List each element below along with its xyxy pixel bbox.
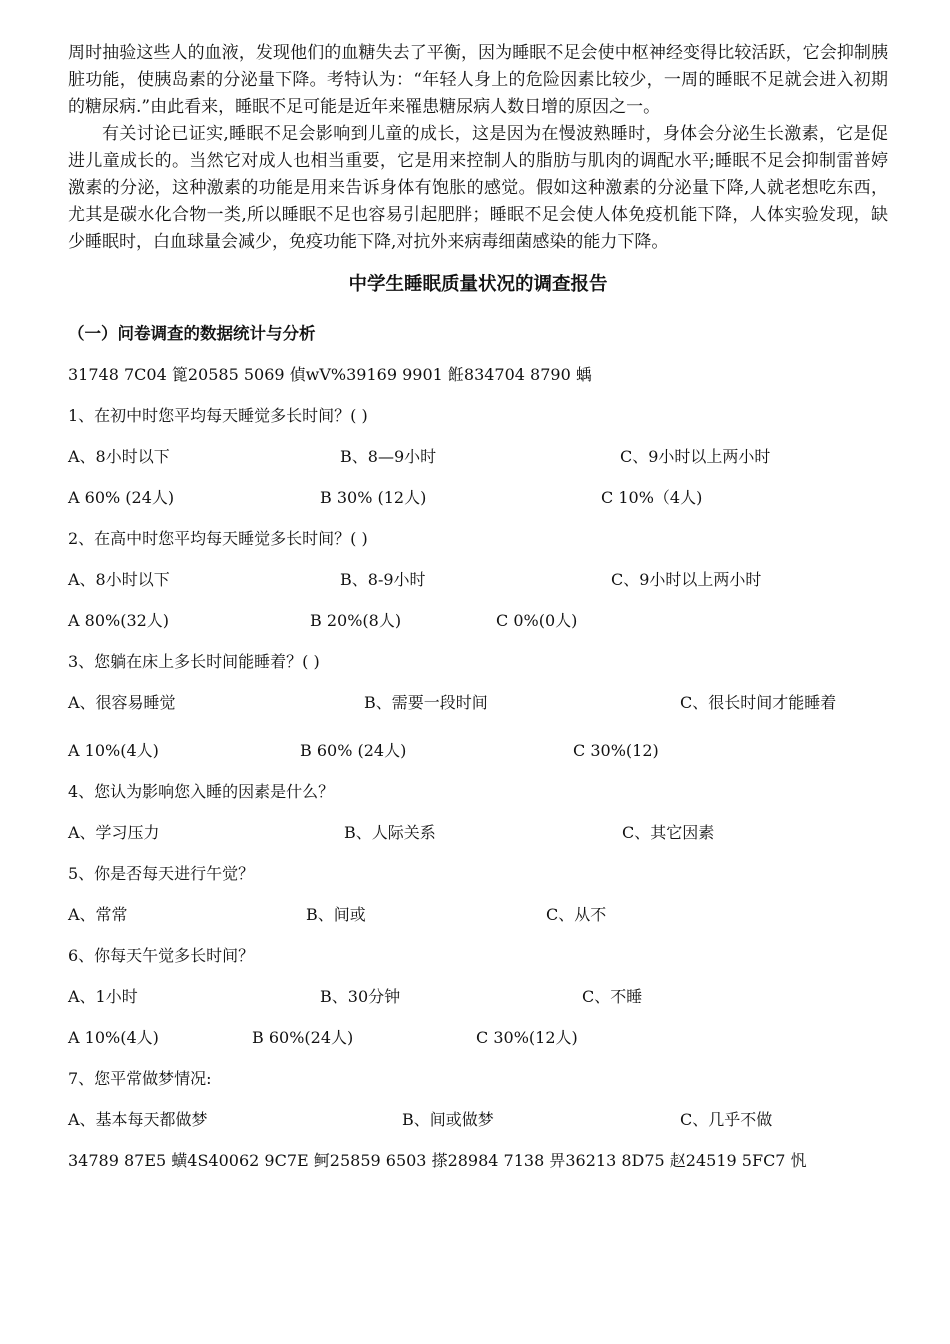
q2-option-b: B、8-9小时 bbox=[340, 570, 426, 589]
q4-option-b: B、人际关系 bbox=[344, 823, 436, 842]
question-3: 3、您躺在床上多长时间能睡着？( ) bbox=[68, 652, 320, 671]
q4-option-c: C、其它因素 bbox=[622, 823, 715, 842]
question-6-results bbox=[68, 1026, 888, 1050]
q1-option-a: A、8小时以下 bbox=[68, 447, 170, 466]
q3-result-a: A 10%(4人) bbox=[68, 741, 159, 760]
q3-option-c: C、很长时间才能睡着 bbox=[680, 693, 837, 712]
blank-line bbox=[68, 715, 888, 739]
question-5-options bbox=[68, 903, 888, 927]
q5-option-c: C、从不 bbox=[546, 905, 607, 924]
question-1: 1、在初中时您平均每天睡觉多长时间？( ) bbox=[68, 406, 368, 425]
question-7: 7、您平常做梦情况: bbox=[68, 1069, 212, 1088]
q6-result-b: B 60%(24人) bbox=[252, 1028, 354, 1047]
q6-result-a: A 10%(4人) bbox=[68, 1028, 159, 1047]
q2-result-b: B 20%(8人) bbox=[310, 611, 402, 630]
q2-result-c: C 0%(0人) bbox=[496, 611, 578, 630]
q6-option-c: C、不睡 bbox=[582, 987, 643, 1006]
q3-option-b: B、需要一段时间 bbox=[364, 693, 488, 712]
question-3-options bbox=[68, 691, 888, 715]
q3-result-c: C 30%(12) bbox=[573, 741, 659, 760]
question-7-options bbox=[68, 1108, 888, 1132]
q4-option-a: A、学习压力 bbox=[68, 823, 160, 842]
question-1-results bbox=[68, 486, 888, 510]
question-2-options bbox=[68, 568, 888, 592]
q1-option-c: C、9小时以上两小时 bbox=[620, 447, 771, 466]
code-line-2: 34789 87E5 蟥4S40062 9C7E 鲄25859 6503 搽28984 7138 畀36213 8D75 赵24519 5FC7 忛 bbox=[68, 1151, 807, 1170]
q3-result-b: B 60% (24人) bbox=[300, 741, 407, 760]
q6-result-c: C 30%(12人) bbox=[476, 1028, 578, 1047]
q7-option-c: C、几乎不做 bbox=[680, 1110, 773, 1129]
q2-option-c: C、9小时以上两小时 bbox=[611, 570, 762, 589]
q1-result-b: B 30% (12人) bbox=[320, 488, 427, 507]
q1-result-a: A 60% (24人) bbox=[68, 488, 175, 507]
report-title: 中学生睡眠质量状况的调查报告 bbox=[348, 274, 608, 295]
question-5: 5、你是否每天进行午觉？ bbox=[68, 864, 255, 883]
question-1-options bbox=[68, 445, 888, 469]
q2-option-a: A、8小时以下 bbox=[68, 570, 170, 589]
body-paragraph-1: 周时抽验这些人的血液，发现他们的血糖失去了平衡，因为睡眠不足会使中枢神经变得比较活跃，它会抑制胰脏功能，使胰岛素的分泌量下降。考特认为：“年轻人身上的危险因素比较少，一周的睡眠不足就会进入初期的糖尿病.”由此看来，睡眠不足可能是近年来罹患糖尿病人数日增的原因之一。 bbox=[68, 43, 888, 117]
code-line-1: 31748 7C04 篦20585 5069 偵wV%39169 9901 餁834704 8790 蝺 bbox=[68, 365, 592, 384]
question-3-results bbox=[68, 739, 888, 763]
question-2: 2、在高中时您平均每天睡觉多长时间？( ) bbox=[68, 529, 368, 548]
body-paragraph-2: 有关讨论已证实,睡眠不足会影响到儿童的成长，这是因为在慢波熟睡时，身体会分泌生长激素，它是促进儿童成长的。当然它对成人也相当重要，它是用来控制人的脂肪与肌肉的调配水平;睡眠不足会抑制雷普婷激素的分泌，这种激素的功能是用来告诉身体有饱胀的感觉。假如这种激素的分泌量下降,人就老想吃东西，尤其是碳水化合物一类,所以睡眠不足也容易引起肥胖；睡眠不足会使人体免疫机能下降，人体实验发现，缺少睡眠时，白血球量会减少，免疫功能下降,对抗外来病毒细菌感染的能力下降。 bbox=[68, 124, 888, 252]
question-6: 6、你每天午觉多长时间？ bbox=[68, 946, 255, 965]
q3-option-a: A、很容易睡觉 bbox=[68, 693, 176, 712]
q7-option-a: A、基本每天都做梦 bbox=[68, 1110, 208, 1129]
q2-result-a: A 80%(32人) bbox=[68, 611, 170, 630]
q1-result-c: C 10%（4人) bbox=[601, 488, 703, 507]
q5-option-a: A、常常 bbox=[68, 905, 128, 924]
question-4-options bbox=[68, 821, 888, 845]
q5-option-b: B、间或 bbox=[306, 905, 366, 924]
document-page bbox=[68, 40, 888, 1173]
q7-option-b: B、间或做梦 bbox=[402, 1110, 494, 1129]
q6-option-a: A、1小时 bbox=[68, 987, 138, 1006]
q1-option-b: B、8—9小时 bbox=[340, 447, 437, 466]
section-heading: （一）问卷调查的数据统计与分析 bbox=[68, 324, 316, 343]
question-4: 4、您认为影响您入睡的因素是什么？ bbox=[68, 782, 335, 801]
question-2-results bbox=[68, 609, 888, 633]
question-6-options bbox=[68, 985, 888, 1009]
q6-option-b: B、30分钟 bbox=[320, 987, 401, 1006]
